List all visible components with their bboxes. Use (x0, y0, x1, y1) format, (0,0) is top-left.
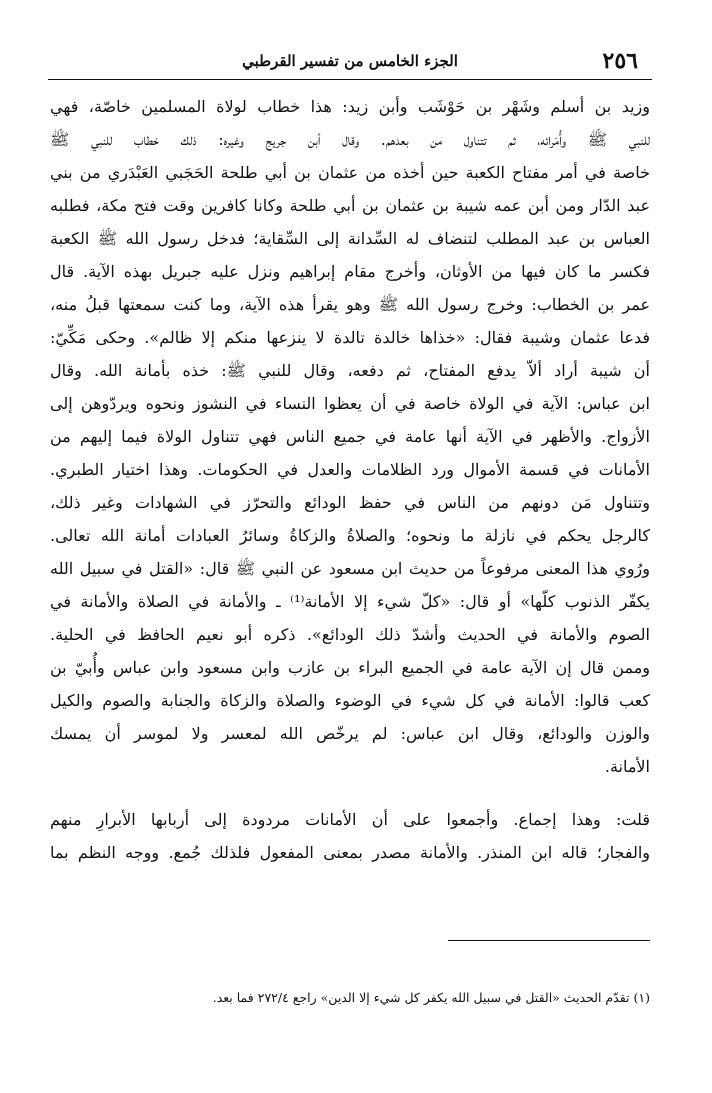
text-line: ورُوي هذا المعنى مرفوعاً من حديث ابن مسعود عن النبي ﷺ قال: «القتل في سبيل الله (50, 559, 650, 578)
text-line: الصوم والأمانة في الحديث وأشدّ ذلك الودائع». ذكره أبو نعيم الحافظ في الحلية. (50, 625, 650, 644)
text-line: أن شيبة أراد ألاّ يدفع المفتاح، ثم دفعه، وقال للنبي ﷺ: خذه بأمانة الله. وقال (50, 361, 650, 380)
text-line: وزيد بن أسلم وشَهْر بن حَوْشَب وأبن زيد: هذا خطاب لولاة المسلمين خاصّة، فهي (50, 97, 650, 116)
paragraph-2 (50, 803, 650, 869)
text-line: للنبي ﷺ وأُمَرائه، ثم تتناول من بعدهم. وقال أبن جريج وغيره: ذلك خطاب للنبي ﷺ (50, 130, 650, 149)
header-rule (48, 79, 652, 80)
footnote-rule (448, 940, 650, 941)
text-line: وتتناول مَن دونهم من الناس في حفظ الودائع والتحرّز في الشهادات وغير ذلك، (50, 493, 650, 512)
text-line: العباس بن عبد المطلب لتنضاف له السِّدانة إلى السِّقاية؛ فدخل رسول الله ﷺ الكعبة (50, 229, 650, 248)
paragraph-1 (50, 90, 650, 783)
text-line: فدعا عثمان وشيبة فقال: «خذاها خالدة تالدة لا ينزعها منكم إلا ظالم». وحكى مَكِّيّ: (50, 328, 650, 347)
footnote: (١) تقدّم الحديث «القتل في سبيل الله يكفر كل شيء إلا الدين» راجع ٢٧٢/٤ فما بعد. (212, 990, 650, 1005)
text-line: الأمانة. (604, 757, 650, 776)
body-text (50, 90, 650, 869)
page-number: ٢٥٦ (602, 48, 638, 74)
text-line: الأمانات في قسمة الأموال ورد الظلامات والعدل في الحكومات. وهذا اختيار الطبري. (50, 460, 650, 479)
text-line: كالرجل يحكم في نازلة ما ونحوه؛ والصلاةُ والزكاةُ وسائرُ العبادات أمانة الله تعالى. (50, 526, 650, 545)
text-line: يكفّر الذنوب كلّها» أو قال: «كلّ شيء إلا الأمانة⁽¹⁾ ـ والأمانة في الصلاة والأمانة في (50, 592, 650, 611)
text-line: عبد الدّار ومن أبن عمه شيبة بن عثمان بن أبي طلحة وكانا كافرين وقت فتح مكة، فطلبه (50, 196, 650, 215)
text-line: وممن قال إن الآية عامة في الجميع البراء بن عازب وابن مسعود وابن عباس وأُبيّ بن (50, 658, 650, 677)
running-title: الجزء الخامس من تفسير القرطبي (242, 52, 458, 70)
paragraph-gap (50, 783, 650, 803)
text-line: ابن عباس: الآية في الولاة خاصة في أن يعظوا النساء في النشوز ونحوه ويردّوهن إلى (50, 394, 650, 413)
text-line: قلت: وهذا إجماع. وأجمعوا على أن الأمانات مردودة إلى أربابها الأبرارِ منهم (50, 810, 650, 829)
text-line: خاصة في أمر مفتاح الكعبة حين أخذه من عثمان بن أبي طلحة الحَجَبي العَبْدَري من بني (50, 163, 650, 182)
text-line: الأزواج. والأظهر في الآية أنها عامة في جميع الناس فهي تتناول الولاة فيما إليهم من (50, 427, 650, 446)
page-header (48, 46, 652, 80)
text-line: والوزن والودائع، وقال ابن عباس: لم يرخّص الله لمعسر ولا لموسر أن يمسك (50, 724, 650, 743)
text-line: والفجار؛ قاله ابن المنذر. والأمانة مصدر بمعنى المفعول فلذلك جُمع. ووجه النظم بما (50, 843, 650, 862)
text-line: كعب قالوا: الأمانة في كل شيء في الوضوء والصلاة والزكاة والجنابة والصوم والكيل (50, 691, 650, 710)
text-line: عمر بن الخطاب: وخرج رسول الله ﷺ وهو يقرأ هذه الآية، وما كنت سمعتها قبلُ منه، (50, 295, 650, 314)
text-line: فكسر ما كان فيها من الأوثان، وأخرج مقام إبراهيم ونزل عليه جبريل بهذه الآية. قال (50, 262, 650, 281)
